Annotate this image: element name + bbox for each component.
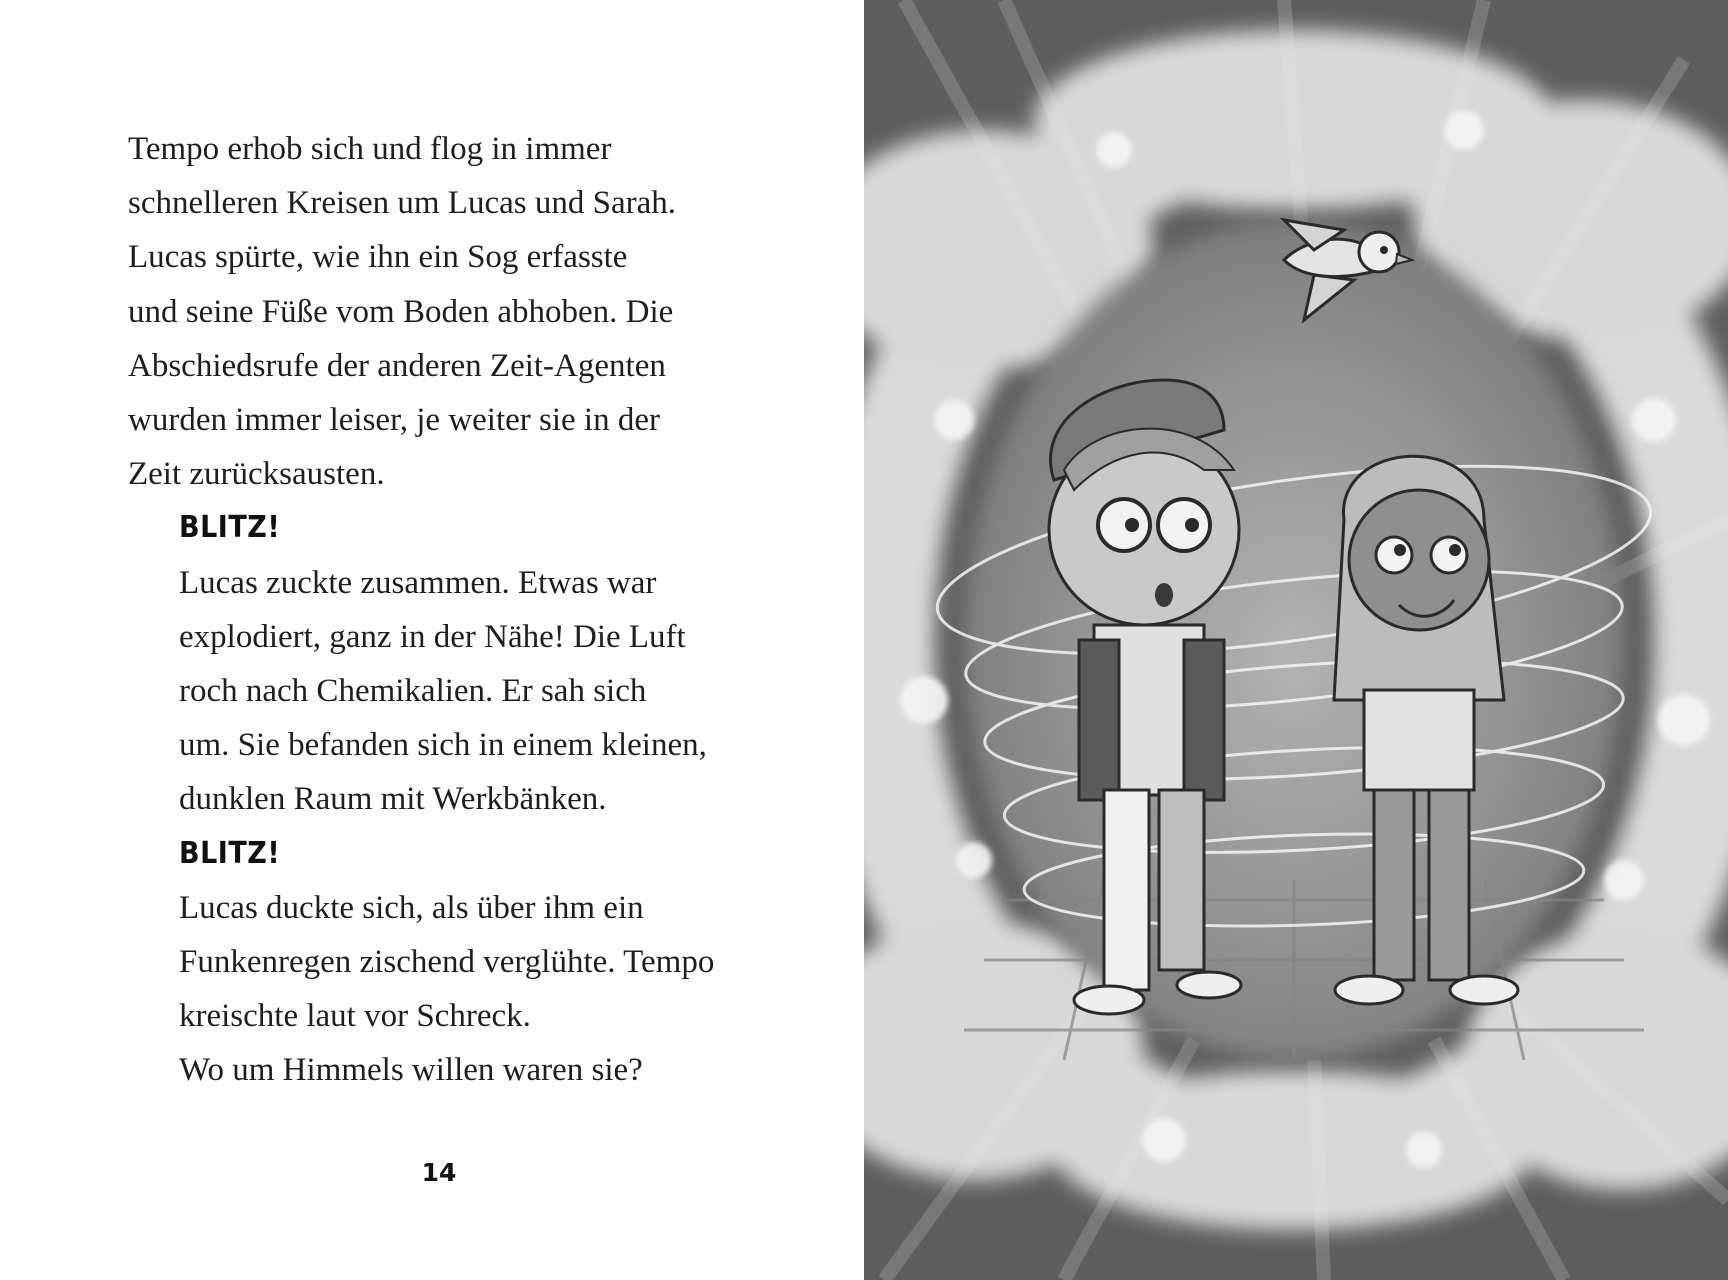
girl-shirt (1364, 690, 1474, 790)
text-line: Lucas zuckte zusammen. Etwas war (179, 564, 657, 601)
text-line: Lucas spürte, wie ihn ein Sog erfasste (128, 239, 628, 276)
glasses-left (1098, 499, 1150, 551)
text-line: schnelleren Kreisen um Lucas und Sarah. (128, 185, 676, 222)
page-number: 14 (421, 1158, 457, 1187)
girl-face (1349, 490, 1489, 630)
paragraph (128, 556, 768, 827)
text-line: Abschiedsrufe der anderen Zeit-Agenten (128, 347, 666, 384)
text-line: kreischte laut vor Schreck. (179, 998, 531, 1035)
text-line: dunklen Raum mit Werkbänken. (179, 781, 607, 818)
text-line: Funkenregen zischend verglühte. Tempo (179, 944, 715, 981)
boy-striped-leg (1104, 790, 1149, 990)
text-line: Tempo erhob sich und flog in immer (128, 131, 612, 167)
glasses-right (1158, 499, 1210, 551)
text-line: um. Sie befanden sich in einem kleinen, (179, 727, 707, 764)
text-line: Lucas duckte sich, als über ihm ein (179, 889, 644, 926)
text-line: wurden immer leiser, je weiter sie in der (128, 402, 660, 439)
text-line: Wo um Himmels willen waren sie? (179, 1052, 643, 1089)
text-line: und seine Füße vom Boden abhoben. Die (128, 293, 674, 330)
text-line: Zeit zurücksausten. (128, 456, 385, 493)
sound-effect: BLITZ! (179, 835, 281, 871)
story-text (128, 122, 768, 1098)
time-travel-illustration (864, 0, 1728, 1280)
paragraph (128, 122, 768, 501)
sound-effect: BLITZ! (179, 510, 281, 546)
text-line: explodiert, ganz in der Nähe! Die Luft (179, 618, 686, 655)
paragraph (128, 1043, 768, 1097)
text-line: roch nach Chemikalien. Er sah sich (179, 673, 647, 710)
paragraph (128, 881, 768, 1044)
illustration-page (864, 0, 1728, 1280)
